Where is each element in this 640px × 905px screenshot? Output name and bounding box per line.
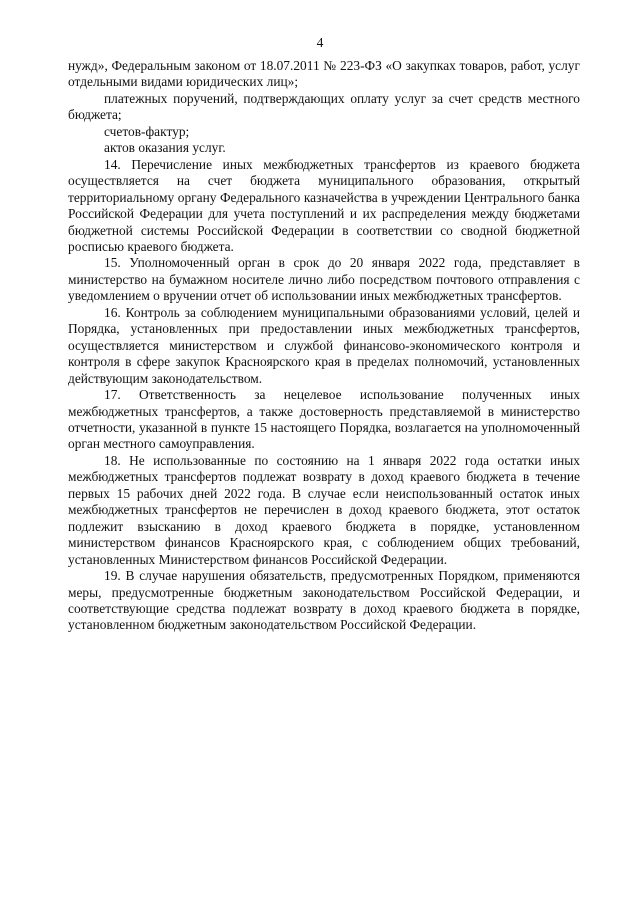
document-body xyxy=(68,58,580,634)
paragraph-invoices: счетов-фактур; xyxy=(104,123,190,139)
paragraph-clause-18: 18. Не использованные по состоянию на 1 января 2022 года остатки иных межбюджетных трансфертов подлежат возврату в доход краевого бюджета в течение первых 15 рабочих дней 2022 года. В случае если неиспользованный остаток иных межбюджетных трансфертов не перечислен в доход краевого бюджета, этот остаток подлежит взысканию в доход краевого бюджета в порядке, установленном министерством финансов Красноярского края, с соблюдением общих требований, установленных Министерством финансов Российской Федерации. xyxy=(68,452,580,567)
page-number: 4 xyxy=(316,35,324,50)
paragraph-payment-orders: платежных поручений, подтверждающих оплату услуг за счет средств местного бюджета; xyxy=(68,90,580,123)
paragraph-clause-16: 16. Контроль за соблюдением муниципальными образованиями условий, целей и Порядка, установленных при предоставлении иных межбюджетных трансфертов, осуществляется министерством и службой финансово-экономического контроля и контроля в сфере закупок Красноярского края в пределах полномочий, установленных действующим законодательством. xyxy=(68,304,580,386)
paragraph-clause-14: 14. Перечисление иных межбюджетных трансфертов из краевого бюджета осуществляется на счет бюджета муниципального образования, открытый территориальному органу Федерального казначейства в учреждении Центрального банка Российской Федерации для учета поступлений и их распределения между бюджетами бюджетной системы Российской Федерации в соответствии со сводной бюджетной росписью краевого бюджета. xyxy=(68,156,580,254)
paragraph-continuation: нужд», Федеральным законом от 18.07.2011 № 223-ФЗ «О закупках товаров, работ, услуг отдельными видами юридических лиц»; xyxy=(68,58,580,90)
paragraph-clause-19: 19. В случае нарушения обязательств, предусмотренных Порядком, применяются меры, предусмотренные бюджетным законодательством Российской Федерации, и соответствующие средства подлежат возврату в доход краевого бюджета в порядке, установленном бюджетным законодательством Российской Федерации. xyxy=(68,568,580,633)
paragraph-clause-15: 15. Уполномоченный орган в срок до 20 января 2022 года, представляет в министерство на бумажном носителе лично либо посредством почтового отправления с уведомлением о вручении отчет об использовании иных межбюджетных трансфертов. xyxy=(68,255,580,304)
paragraph-service-acts: актов оказания услуг. xyxy=(104,140,226,156)
paragraph-clause-17: 17. Ответственность за нецелевое использование полученных иных межбюджетных трансфертов, а также достоверность представляемой в министерство отчетности, указанной в пункте 15 настоящего Порядка, возлагается на уполномоченный орган местного самоуправления. xyxy=(68,387,580,452)
